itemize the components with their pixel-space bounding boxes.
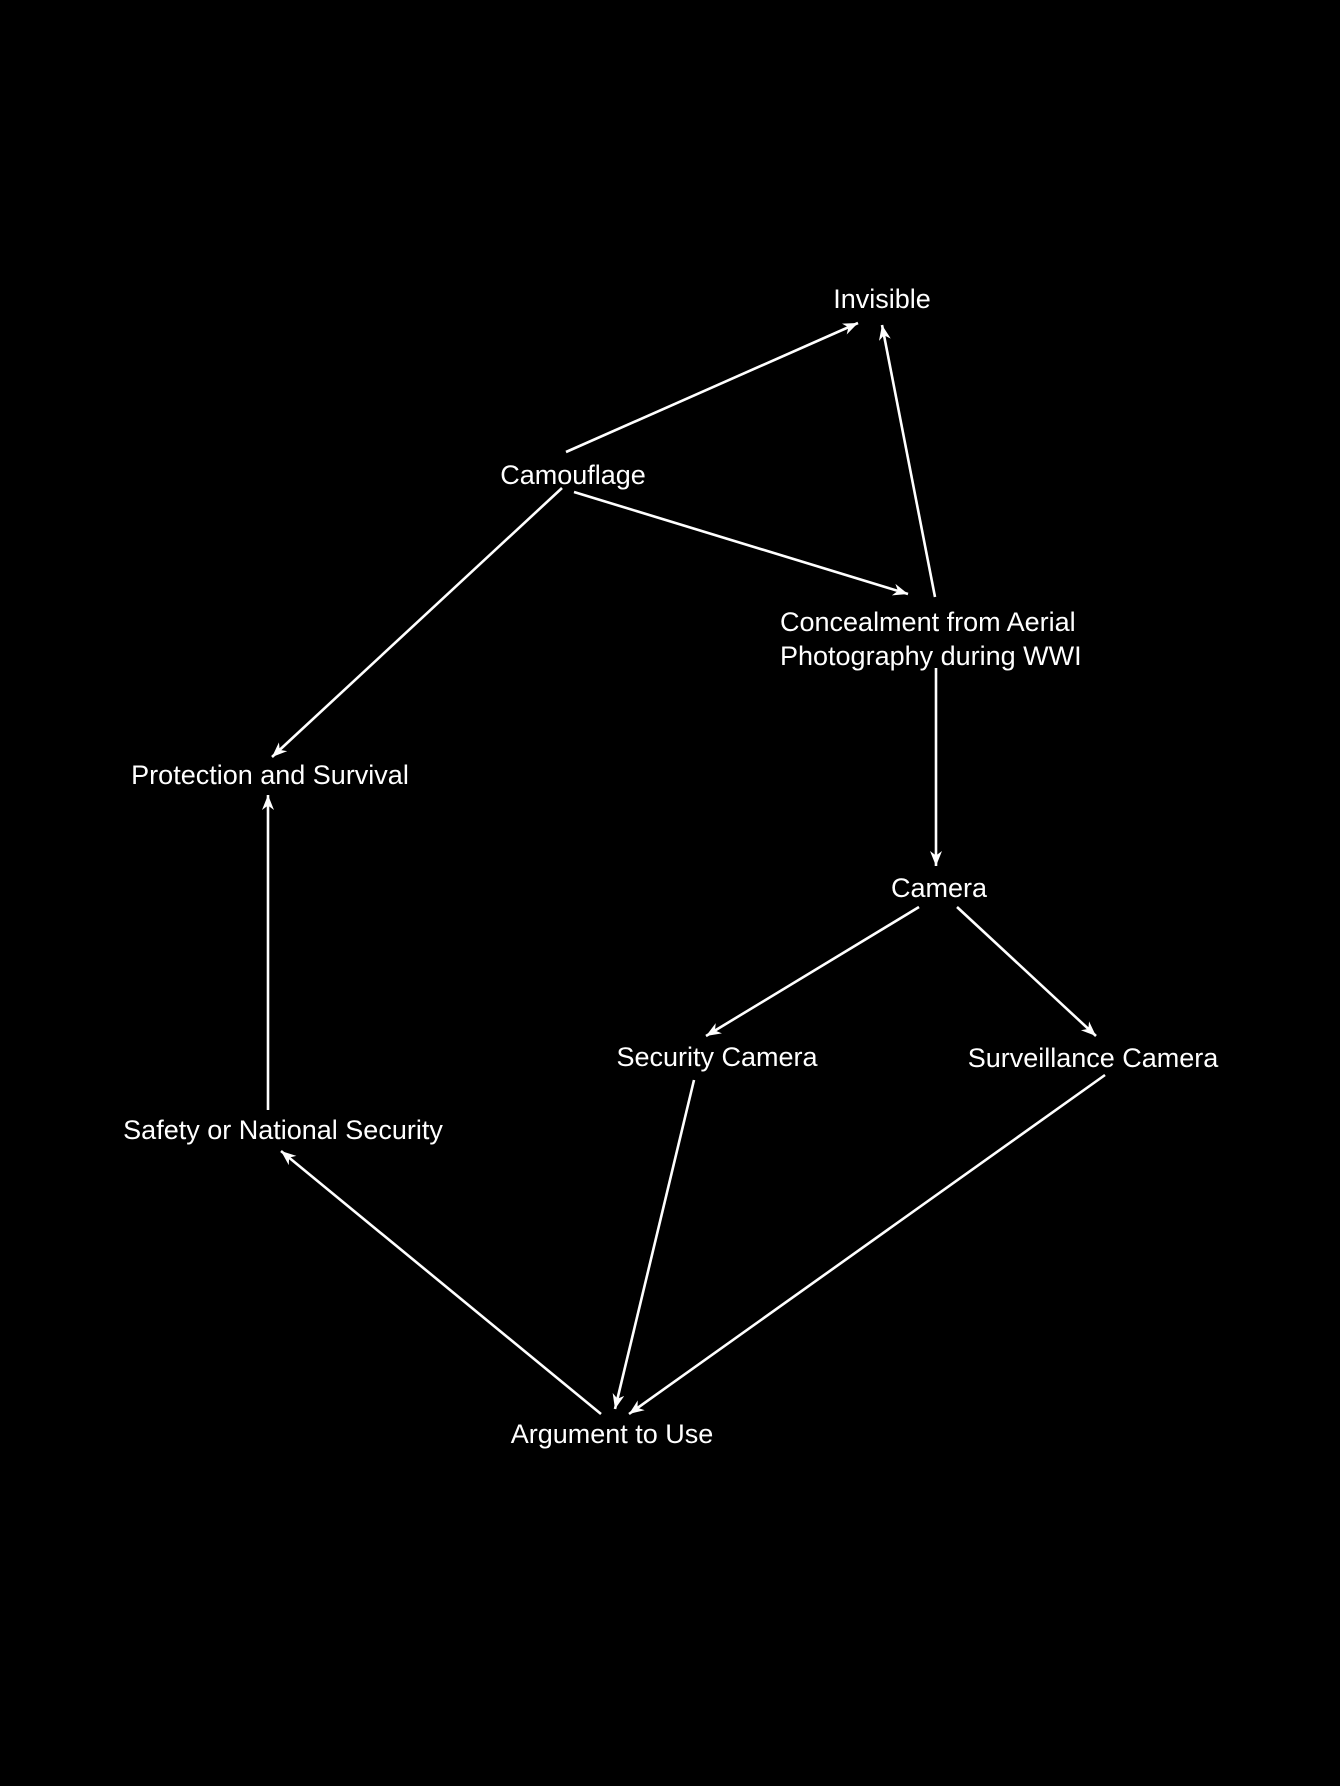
edge-camouflage-to-concealment bbox=[574, 492, 908, 594]
node-invisible bbox=[833, 284, 931, 314]
node-safety bbox=[123, 1115, 443, 1145]
edge-concealment-to-invisible bbox=[882, 325, 935, 597]
node-security-label: Security Camera bbox=[616, 1042, 818, 1072]
edge-camouflage-to-protection bbox=[272, 488, 562, 757]
node-camera-label: Camera bbox=[890, 873, 988, 903]
node-camouflage bbox=[500, 460, 646, 490]
edge-camera-to-security bbox=[706, 907, 919, 1036]
edge-camouflage-to-invisible bbox=[566, 323, 858, 452]
node-concealment bbox=[780, 607, 1082, 671]
node-concealment-label: Concealment from Aerial bbox=[780, 607, 1076, 637]
node-protection-label: Protection and Survival bbox=[131, 760, 409, 790]
node-camera bbox=[891, 873, 988, 903]
node-concealment-label: Photography during WWI bbox=[780, 641, 1082, 671]
node-invisible-label: Invisible bbox=[833, 284, 931, 314]
edge-camera-to-surveillance bbox=[957, 907, 1096, 1036]
node-argument-label: Argument to Use bbox=[510, 1419, 714, 1449]
node-camouflage-label: Camouflage bbox=[500, 460, 646, 490]
node-surveillance-label: Surveillance Camera bbox=[967, 1043, 1219, 1073]
node-surveillance bbox=[968, 1043, 1220, 1073]
edge-surveillance-to-argument bbox=[629, 1075, 1105, 1414]
node-safety-label: Safety or National Security bbox=[123, 1115, 443, 1145]
node-security bbox=[616, 1042, 818, 1072]
edge-security-to-argument bbox=[615, 1080, 694, 1409]
edge-argument-to-safety bbox=[281, 1151, 601, 1414]
node-argument bbox=[511, 1419, 714, 1449]
node-protection bbox=[131, 760, 409, 790]
